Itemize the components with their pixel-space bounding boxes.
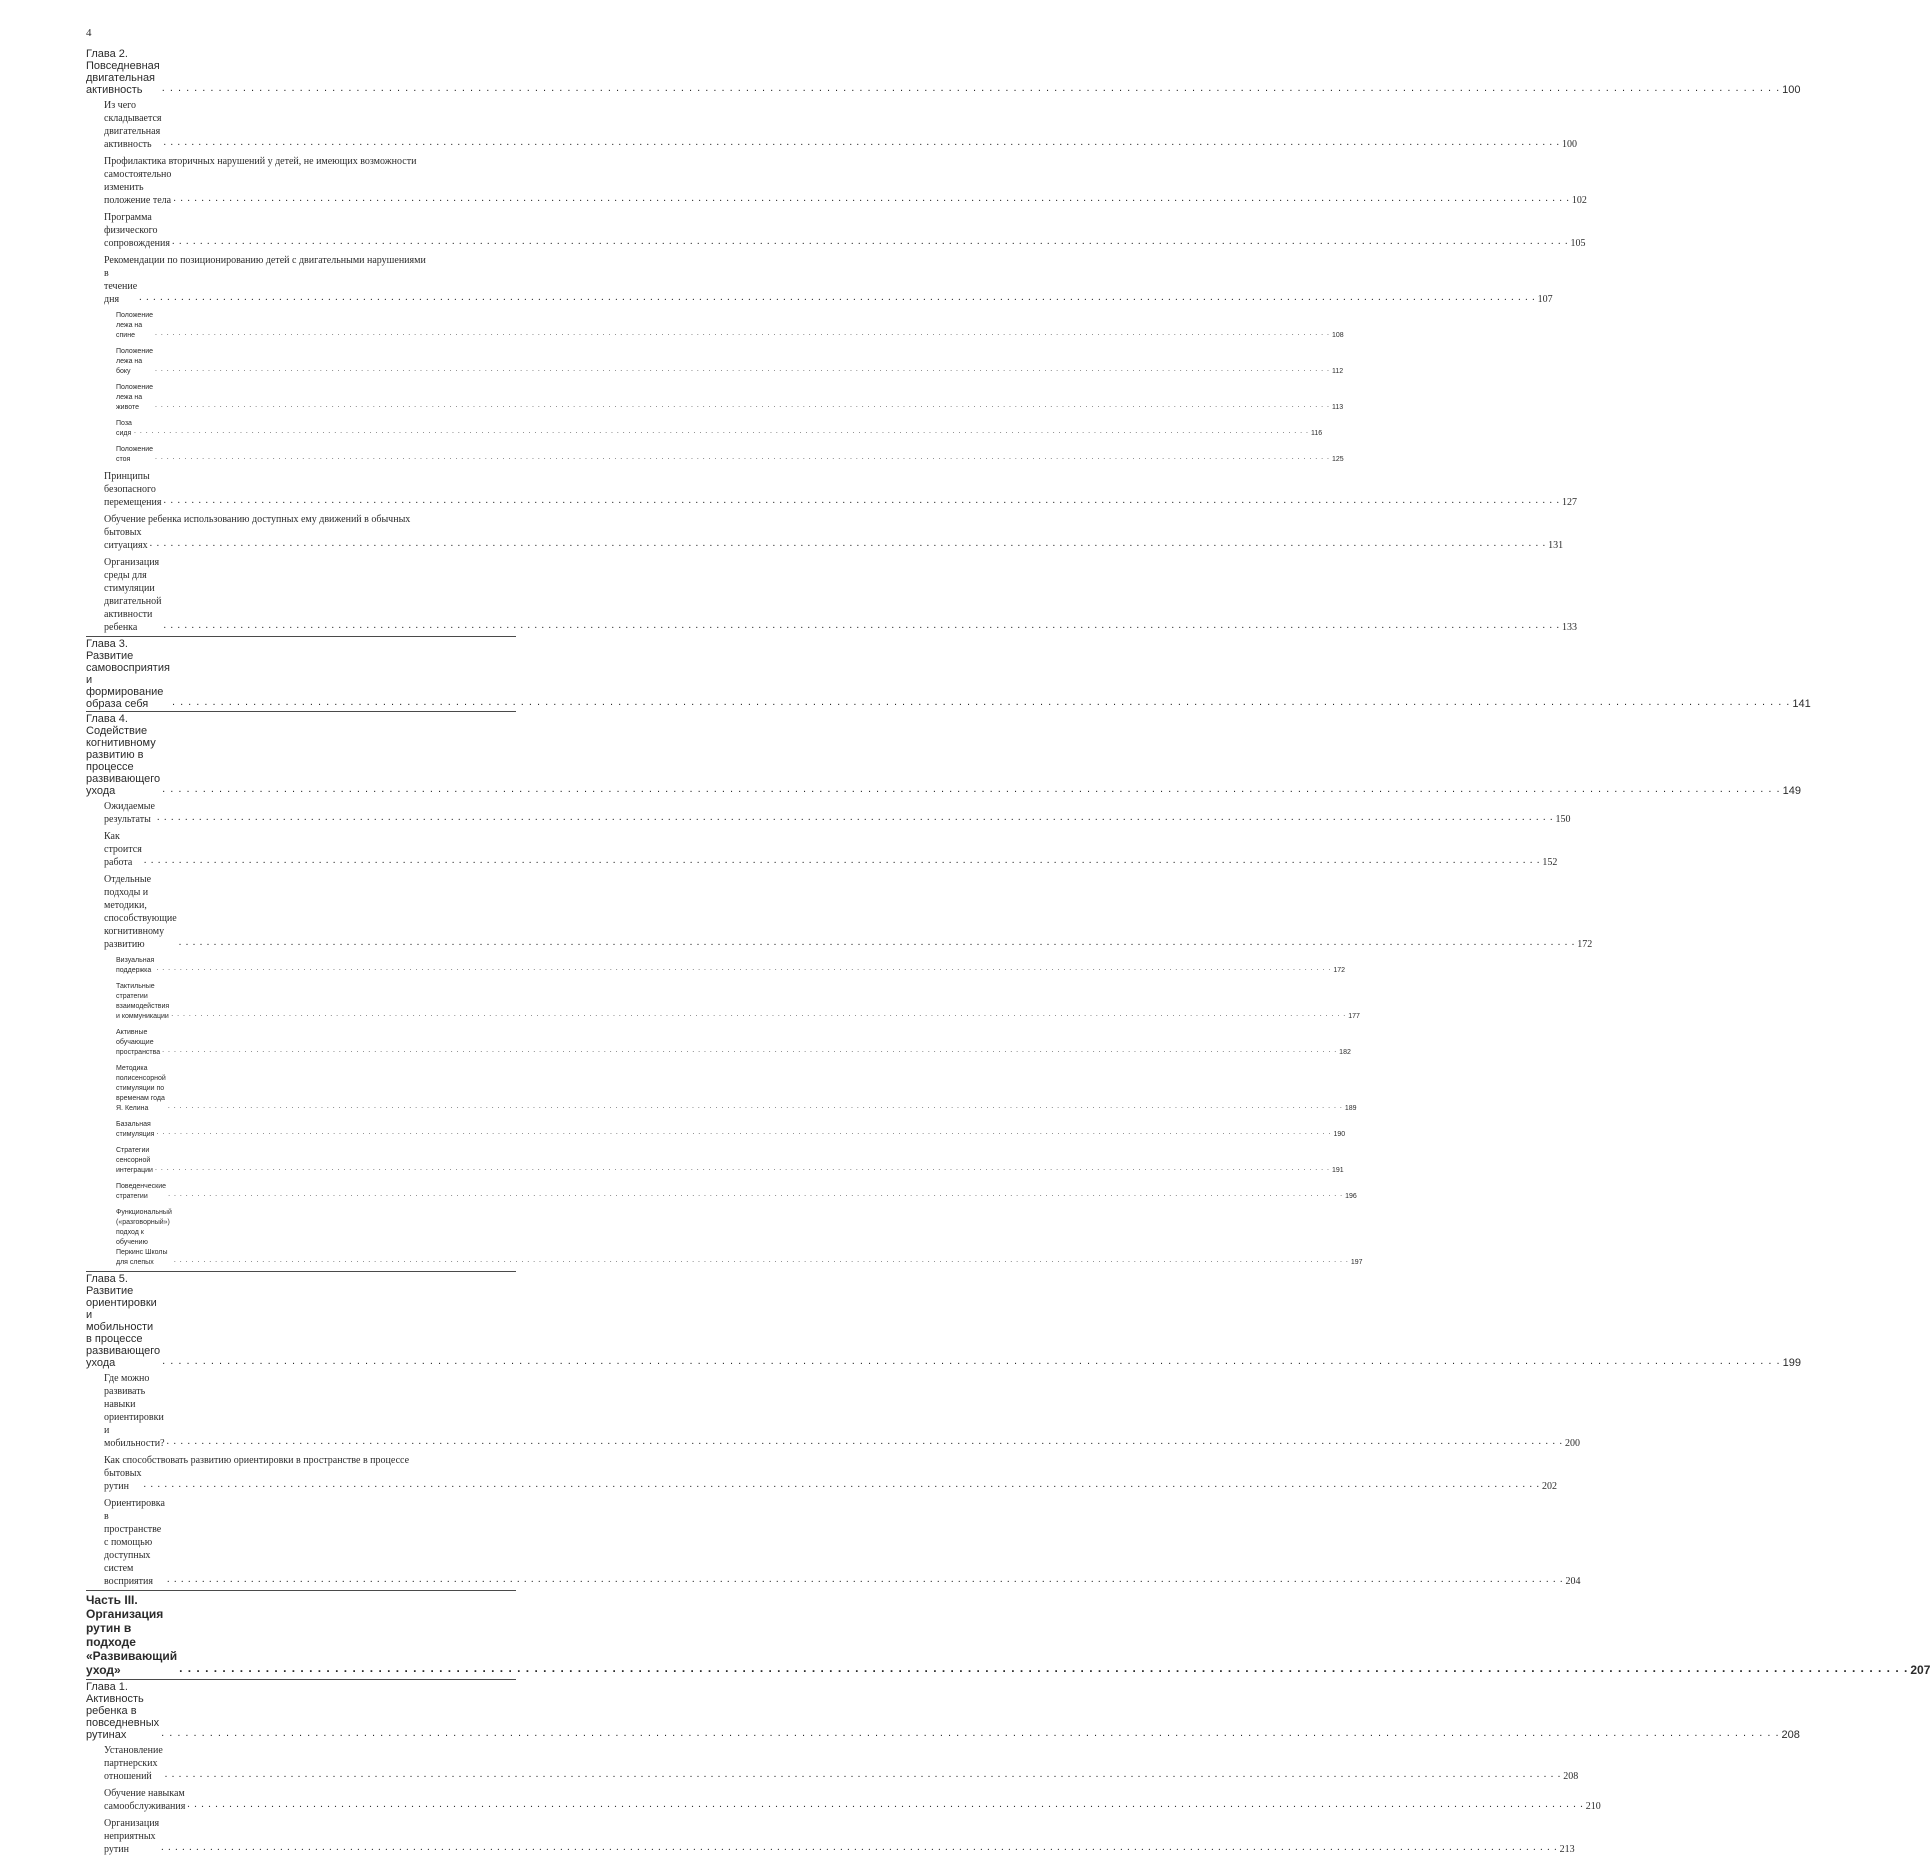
toc-entry-title: Где можно развивать навыки ориентировки и мобильности?: [104, 1373, 165, 1449]
toc-entry-page: 112: [1332, 368, 1344, 375]
toc-entry-title: Ориентировка в пространстве с помощью доступных систем восприятия: [104, 1498, 165, 1587]
dot-leader: . . . . . . . . . . . . . . . . . . . . . . . . . . . . . . . . . . . . . . . . . . . . . . . . . . . . . . . . . . . . . . . . . . . . . . . . . . . . . . . . . . . . . . . . . . . . . . . . . . . . . . . . . . . . . . . . . . . . . . . . . . . . . . . . . . . . . . . . . . . . . . . . . . . . . . . . . . . . . . . . . . . . . . . . . . . . . . . . . . . . . . . . . . . . . . . . . . . . . . . .: [173, 193, 1570, 204]
toc-entry-page: 197: [1350, 1259, 1363, 1266]
dot-leader: . . . . . . . . . . . . . . . . . . . . . . . . . . . . . . . . . . . . . . . . . . . . . . . . . . . . . . . . . . . . . . . . . . . . . . . . . . . . . . . . . . . . . . . . . . . . . . . . . . . . . . . . . . . . . . . . . . . . . . . . . . . . . . . . . . . . . . . . . . . . . . . . . . . . . . . . . . . . . . . . . . . . . . . . . . . . . . . . . . . . . . . . . . . . . . . . . . . . . . . .: [139, 292, 1536, 303]
dot-leader: . . . . . . . . . . . . . . . . . . . . . . . . . . . . . . . . . . . . . . . . . . . . . . . . . . . . . . . . . . . . . . . . . . . . . . . . . . . . . . . . . . . . . . . . . . . . . . . . . . . . . . . . . . . . . . . . . . . . . . . . . . . . . . . . . . . . . . . . . . . . . . . . . . . . . . . . . . . . . . . . . . . . . . . . . . . . . . . . . . . . . . . . . . . . . . . . . . . . . . . .: [187, 1799, 1584, 1810]
dot-leader: . . . . . . . . . . . . . . . . . . . . . . . . . . . . . . . . . . . . . . . . . . . . . . . . . . . . . . . . . . . . . . . . . . . . . . . . . . . . . . . . . . . . . . . . . . . . . . . . . . . . . . . . . . . . . . . . . . . . . . . . . . . . . . . . . . . . . . . . . . . . . . . . . . . . . . . . . . . . . . . . . . . . . . . . . . . . . . . . . . . . . . . . . . . . . . . . . . . . . . . .: [179, 1661, 1909, 1675]
toc-entry-title: Глава 2. Повседневная двигательная активность: [86, 48, 160, 96]
toc-entry[interactable]: [86, 953, 1345, 979]
toc-entry-page: 210: [1585, 1801, 1601, 1812]
toc-entry-page: 172: [1577, 939, 1593, 950]
dot-leader: . . . . . . . . . . . . . . . . . . . . . . . . . . . . . . . . . . . . . . . . . . . . . . . . . . . . . . . . . . . . . . . . . . . . . . . . . . . . . . . . . . . . . . . . . . . . . . . . . . . . . . . . . . . . . . . . . . . . . . . . . . . . . . . . . . . . . . . . . . . . . . . . . . . . . . . . . . . . . . . . . . . . . . . . . . . . . . . . . . . . . . . . . . . . . . . . . . . . . . . .: [163, 495, 1560, 506]
toc-entry-title: Ожидаемые результаты: [104, 801, 155, 825]
toc-entry-title-first-line: Рекомендации по позиционированию детей с двигательными нарушениями: [104, 255, 426, 266]
toc-entry-page: 107: [1537, 294, 1553, 305]
toc-entry[interactable]: [86, 798, 1571, 828]
toc-entry-page: 149: [1782, 785, 1801, 797]
dot-leader: . . . . . . . . . . . . . . . . . . . . . . . . . . . . . . . . . . . . . . . . . . . . . . . . . . . . . . . . . . . . . . . . . . . . . . . . . . . . . . . . . . . . . . . . . . . . . . . . . . . . . . . . . . . . . . . . . . . . . . . . . . . . . . . . . . . . . . . . . . . . . . . . . . . . . . . . . . . . . . . . . . . . . . . . . . . . . . . . . . . . . . . . . . . . . . . . . . . . . . . .: [133, 428, 1309, 435]
toc-entry-title: Организация неприятных рутин: [104, 1818, 160, 1855]
toc-entry-page: 190: [1333, 1131, 1346, 1138]
table-of-contents: [86, 47, 1930, 1858]
dot-leader: . . . . . . . . . . . . . . . . . . . . . . . . . . . . . . . . . . . . . . . . . . . . . . . . . . . . . . . . . . . . . . . . . . . . . . . . . . . . . . . . . . . . . . . . . . . . . . . . . . . . . . . . . . . . . . . . . . . . . . . . . . . . . . . . . . . . . . . . . . . . . . . . . . . . . . . . . . . . . . . . . . . . . . . . . . . . . . . . . . . . . . . . . . . . . . . . . . . . . . . .: [162, 1355, 1781, 1367]
toc-entry-page: 207: [1910, 1663, 1930, 1677]
dot-leader: . . . . . . . . . . . . . . . . . . . . . . . . . . . . . . . . . . . . . . . . . . . . . . . . . . . . . . . . . . . . . . . . . . . . . . . . . . . . . . . . . . . . . . . . . . . . . . . . . . . . . . . . . . . . . . . . . . . . . . . . . . . . . . . . . . . . . . . . . . . . . . . . . . . . . . . . . . . . . . . . . . . . . . . . . . . . . . . . . . . . . . . . . . . . . . . . . . . . . . . .: [149, 538, 1547, 549]
dot-leader: . . . . . . . . . . . . . . . . . . . . . . . . . . . . . . . . . . . . . . . . . . . . . . . . . . . . . . . . . . . . . . . . . . . . . . . . . . . . . . . . . . . . . . . . . . . . . . . . . . . . . . . . . . . . . . . . . . . . . . . . . . . . . . . . . . . . . . . . . . . . . . . . . . . . . . . . . . . . . . . . . . . . . . . . . . . . . . . . . . . . . . . . . . . . . . . . . . . . . . . .: [161, 1727, 1780, 1739]
toc-entry-title: Функциональный («разговорный») подход к обучению Перкинс Школы для слепых: [116, 1209, 172, 1266]
dot-leader: . . . . . . . . . . . . . . . . . . . . . . . . . . . . . . . . . . . . . . . . . . . . . . . . . . . . . . . . . . . . . . . . . . . . . . . . . . . . . . . . . . . . . . . . . . . . . . . . . . . . . . . . . . . . . . . . . . . . . . . . . . . . . . . . . . . . . . . . . . . . . . . . . . . . . . . . . . . . . . . . . . . . . . . . . . . . . . . . . . . . . . . . . . . . . . . . . . . . . . . .: [155, 366, 1330, 373]
toc-entry[interactable]: [86, 308, 1344, 344]
toc-entry-page: 100: [1562, 139, 1578, 150]
dot-leader: . . . . . . . . . . . . . . . . . . . . . . . . . . . . . . . . . . . . . . . . . . . . . . . . . . . . . . . . . . . . . . . . . . . . . . . . . . . . . . . . . . . . . . . . . . . . . . . . . . . . . . . . . . . . . . . . . . . . . . . . . . . . . . . . . . . . . . . . . . . . . . . . . . . . . . . . . . . . . . . . . . . . . . . . . . . . . . . . . . . . . . . . . . . . . . . . . . . . . . . .: [168, 1191, 1344, 1198]
toc-entry-title: Поза сидя: [116, 420, 132, 437]
toc-entry-title: бытовых рутин: [104, 1468, 142, 1492]
toc-entry-title: Организация среды для стимуляции двигательной активности ребенка: [104, 557, 162, 633]
toc-entry[interactable]: [86, 1205, 1363, 1271]
toc-entry-title: Обучение навыкам самообслуживания: [104, 1788, 186, 1812]
toc-entry[interactable]: [86, 1590, 1930, 1679]
toc-entry-title: Поведенческие стратегии: [116, 1183, 167, 1200]
toc-entry-title: Положение лежа на боку: [116, 348, 153, 375]
dot-leader: . . . . . . . . . . . . . . . . . . . . . . . . . . . . . . . . . . . . . . . . . . . . . . . . . . . . . . . . . . . . . . . . . . . . . . . . . . . . . . . . . . . . . . . . . . . . . . . . . . . . . . . . . . . . . . . . . . . . . . . . . . . . . . . . . . . . . . . . . . . . . . . . . . . . . . . . . . . . . . . . . . . . . . . . . . . . . . . . . . . . . . . . . . . . . . . . . . . . . . . .: [155, 330, 1330, 337]
dot-leader: . . . . . . . . . . . . . . . . . . . . . . . . . . . . . . . . . . . . . . . . . . . . . . . . . . . . . . . . . . . . . . . . . . . . . . . . . . . . . . . . . . . . . . . . . . . . . . . . . . . . . . . . . . . . . . . . . . . . . . . . . . . . . . . . . . . . . . . . . . . . . . . . . . . . . . . . . . . . . . . . . . . . . . . . . . . . . . . . . . . . . . . . . . . . . . . . . . . . . . . .: [162, 783, 1781, 795]
toc-entry-page: 150: [1555, 814, 1571, 825]
toc-entry-title: Тактильные стратегии взаимодействия и коммуникации: [116, 983, 170, 1020]
toc-entry-title-first-line: Обучение ребенка использованию доступных ему движений в обычных: [104, 514, 411, 525]
toc-entry[interactable]: [86, 1679, 1800, 1742]
toc-entry-page: 133: [1562, 622, 1577, 633]
toc-entry-title: Визуальная поддержка: [116, 957, 155, 974]
toc-entry-page: 100: [1782, 84, 1801, 96]
dot-leader: . . . . . . . . . . . . . . . . . . . . . . . . . . . . . . . . . . . . . . . . . . . . . . . . . . . . . . . . . . . . . . . . . . . . . . . . . . . . . . . . . . . . . . . . . . . . . . . . . . . . . . . . . . . . . . . . . . . . . . . . . . . . . . . . . . . . . . . . . . . . . . . . . . . . . . . . . . . . . . . . . . . . . . . . . . . . . . . . . . . . . . . . . . . . . . . . . . . . . . . .: [171, 696, 1791, 708]
dot-leader: . . . . . . . . . . . . . . . . . . . . . . . . . . . . . . . . . . . . . . . . . . . . . . . . . . . . . . . . . . . . . . . . . . . . . . . . . . . . . . . . . . . . . . . . . . . . . . . . . . . . . . . . . . . . . . . . . . . . . . . . . . . . . . . . . . . . . . . . . . . . . . . . . . . . . . . . . . . . . . . . . . . . . . . . . . . . . . . . . . . . . . . . . . . . . . . . . . . . . . . .: [155, 402, 1330, 409]
toc-entry[interactable]: [86, 636, 1811, 711]
toc-entry-title: Установление партнерских отношений: [104, 1745, 163, 1782]
dot-leader: . . . . . . . . . . . . . . . . . . . . . . . . . . . . . . . . . . . . . . . . . . . . . . . . . . . . . . . . . . . . . . . . . . . . . . . . . . . . . . . . . . . . . . . . . . . . . . . . . . . . . . . . . . . . . . . . . . . . . . . . . . . . . . . . . . . . . . . . . . . . . . . . . . . . . . . . . . . . . . . . . . . . . . . . . . . . . . . . . . . . . . . . . . . . . . . . . . . . . . . .: [167, 1103, 1343, 1110]
dot-leader: . . . . . . . . . . . . . . . . . . . . . . . . . . . . . . . . . . . . . . . . . . . . . . . . . . . . . . . . . . . . . . . . . . . . . . . . . . . . . . . . . . . . . . . . . . . . . . . . . . . . . . . . . . . . . . . . . . . . . . . . . . . . . . . . . . . . . . . . . . . . . . . . . . . . . . . . . . . . . . . . . . . . . . . . . . . . . . . . . . . . . . . . . . . . . . . . . . . . . . . .: [171, 1011, 1347, 1018]
toc-entry-page: 202: [1542, 1481, 1557, 1492]
dot-leader: . . . . . . . . . . . . . . . . . . . . . . . . . . . . . . . . . . . . . . . . . . . . . . . . . . . . . . . . . . . . . . . . . . . . . . . . . . . . . . . . . . . . . . . . . . . . . . . . . . . . . . . . . . . . . . . . . . . . . . . . . . . . . . . . . . . . . . . . . . . . . . . . . . . . . . . . . . . . . . . . . . . . . . . . . . . . . . . . . . . . . . . . . . . . . . . . . . . . . . . .: [161, 1842, 1558, 1853]
toc-entry[interactable]: [86, 1742, 1579, 1785]
toc-entry[interactable]: [86, 1143, 1344, 1179]
toc-entry[interactable]: [86, 252, 1553, 308]
toc-entry[interactable]: [86, 209, 1586, 252]
toc-entry-title: Стратегии сенсорной интеграции: [116, 1147, 153, 1174]
toc-entry-title: Глава 1. Активность ребенка в повседневных рутинах: [86, 1681, 160, 1741]
dot-leader: . . . . . . . . . . . . . . . . . . . . . . . . . . . . . . . . . . . . . . . . . . . . . . . . . . . . . . . . . . . . . . . . . . . . . . . . . . . . . . . . . . . . . . . . . . . . . . . . . . . . . . . . . . . . . . . . . . . . . . . . . . . . . . . . . . . . . . . . . . . . . . . . . . . . . . . . . . . . . . . . . . . . . . . . . . . . . . . . . . . . . . . . . . . . . . . . . . . . . . . .: [164, 1769, 1562, 1780]
toc-entry-page: 116: [1310, 430, 1323, 437]
toc-entry[interactable]: [86, 1495, 1581, 1590]
toc-entry[interactable]: [86, 1025, 1351, 1061]
toc-entry[interactable]: [86, 416, 1323, 442]
toc-entry-page: 208: [1563, 1771, 1579, 1782]
toc-entry[interactable]: [86, 871, 1593, 953]
toc-entry-title: Глава 5. Развитие ориентировки и мобильности в процессе развивающего ухода: [86, 1273, 161, 1369]
toc-entry-page: 141: [1792, 698, 1811, 710]
dot-leader: . . . . . . . . . . . . . . . . . . . . . . . . . . . . . . . . . . . . . . . . . . . . . . . . . . . . . . . . . . . . . . . . . . . . . . . . . . . . . . . . . . . . . . . . . . . . . . . . . . . . . . . . . . . . . . . . . . . . . . . . . . . . . . . . . . . . . . . . . . . . . . . . . . . . . . . . . . . . . . . . . . . . . . . . . . . . . . . . . . . . . . . . . . . . . . . . . . . . . . . .: [166, 1436, 1564, 1447]
toc-entry-page: 125: [1332, 456, 1344, 463]
toc-entry[interactable]: [86, 344, 1344, 380]
toc-entry-title: Отдельные подходы и методики, способствующие когнитивному развитию: [104, 874, 177, 950]
dot-leader: . . . . . . . . . . . . . . . . . . . . . . . . . . . . . . . . . . . . . . . . . . . . . . . . . . . . . . . . . . . . . . . . . . . . . . . . . . . . . . . . . . . . . . . . . . . . . . . . . . . . . . . . . . . . . . . . . . . . . . . . . . . . . . . . . . . . . . . . . . . . . . . . . . . . . . . . . . . . . . . . . . . . . . . . . . . . . . . . . . . . . . . . . . . . . . . . . . . . . . . .: [178, 937, 1576, 948]
toc-entry-title: Положение стоя: [116, 446, 153, 463]
toc-entry-title: Глава 3. Развитие самовосприятия и формирование образа себя: [86, 638, 170, 710]
toc-entry[interactable]: [86, 1117, 1346, 1143]
toc-entry[interactable]: [86, 97, 1578, 153]
toc-entry-page: 208: [1781, 1729, 1800, 1741]
toc-entry-title: Как строится работа: [104, 831, 142, 868]
toc-entry-title: Положение лежа на животе: [116, 384, 153, 411]
dot-leader: . . . . . . . . . . . . . . . . . . . . . . . . . . . . . . . . . . . . . . . . . . . . . . . . . . . . . . . . . . . . . . . . . . . . . . . . . . . . . . . . . . . . . . . . . . . . . . . . . . . . . . . . . . . . . . . . . . . . . . . . . . . . . . . . . . . . . . . . . . . . . . . . . . . . . . . . . . . . . . . . . . . . . . . . . . . . . . . . . . . . . . . . . . . . . . . . . . . . . . . .: [156, 812, 1554, 823]
toc-entry-title: Из чего складывается двигательная активность: [104, 100, 162, 150]
toc-entry-page: 182: [1339, 1049, 1351, 1056]
toc-entry[interactable]: [86, 153, 1587, 209]
toc-entry[interactable]: [86, 468, 1577, 511]
toc-entry-page: 177: [1348, 1013, 1360, 1020]
dot-leader: . . . . . . . . . . . . . . . . . . . . . . . . . . . . . . . . . . . . . . . . . . . . . . . . . . . . . . . . . . . . . . . . . . . . . . . . . . . . . . . . . . . . . . . . . . . . . . . . . . . . . . . . . . . . . . . . . . . . . . . . . . . . . . . . . . . . . . . . . . . . . . . . . . . . . . . . . . . . . . . . . . . . . . . . . . . . . . . . . . . . . . . . . . . . . . . . . . . . . . . .: [143, 1479, 1540, 1490]
toc-entry-title: в течение дня: [104, 268, 138, 305]
toc-entry-title: Программа физического сопровождения: [104, 212, 170, 249]
toc-entry[interactable]: [86, 554, 1577, 636]
toc-entry-page: 213: [1559, 1844, 1575, 1855]
toc-entry-title: Активные обучающие пространства: [116, 1029, 161, 1056]
page-number: 4: [86, 27, 92, 39]
toc-entry-title: Базальная стимуляция: [116, 1121, 155, 1138]
toc-entry[interactable]: [86, 47, 1801, 97]
toc-entry[interactable]: [86, 1815, 1575, 1858]
dot-leader: . . . . . . . . . . . . . . . . . . . . . . . . . . . . . . . . . . . . . . . . . . . . . . . . . . . . . . . . . . . . . . . . . . . . . . . . . . . . . . . . . . . . . . . . . . . . . . . . . . . . . . . . . . . . . . . . . . . . . . . . . . . . . . . . . . . . . . . . . . . . . . . . . . . . . . . . . . . . . . . . . . . . . . . . . . . . . . . . . . . . . . . . . . . . . . . . . . . . . . . .: [162, 1047, 1338, 1054]
toc-entry[interactable]: [86, 1271, 1801, 1370]
toc-entry-page: 108: [1332, 332, 1344, 339]
toc-entry[interactable]: [86, 711, 1801, 798]
dot-leader: . . . . . . . . . . . . . . . . . . . . . . . . . . . . . . . . . . . . . . . . . . . . . . . . . . . . . . . . . . . . . . . . . . . . . . . . . . . . . . . . . . . . . . . . . . . . . . . . . . . . . . . . . . . . . . . . . . . . . . . . . . . . . . . . . . . . . . . . . . . . . . . . . . . . . . . . . . . . . . . . . . . . . . . . . . . . . . . . . . . . . . . . . . . . . . . . . . . . . . . .: [156, 965, 1332, 972]
toc-entry[interactable]: [86, 1370, 1581, 1452]
toc-entry-page: 199: [1782, 1357, 1801, 1369]
dot-leader: . . . . . . . . . . . . . . . . . . . . . . . . . . . . . . . . . . . . . . . . . . . . . . . . . . . . . . . . . . . . . . . . . . . . . . . . . . . . . . . . . . . . . . . . . . . . . . . . . . . . . . . . . . . . . . . . . . . . . . . . . . . . . . . . . . . . . . . . . . . . . . . . . . . . . . . . . . . . . . . . . . . . . . . . . . . . . . . . . . . . . . . . . . . . . . . . . . . . . . . .: [163, 137, 1561, 148]
toc-entry-title: Принципы безопасного перемещения: [104, 471, 162, 508]
dot-leader: . . . . . . . . . . . . . . . . . . . . . . . . . . . . . . . . . . . . . . . . . . . . . . . . . . . . . . . . . . . . . . . . . . . . . . . . . . . . . . . . . . . . . . . . . . . . . . . . . . . . . . . . . . . . . . . . . . . . . . . . . . . . . . . . . . . . . . . . . . . . . . . . . . . . . . . . . . . . . . . . . . . . . . . . . . . . . . . . . . . . . . . . . . . . . . . . . . . . . . . .: [171, 236, 1569, 247]
toc-entry[interactable]: [86, 1061, 1357, 1117]
dot-leader: . . . . . . . . . . . . . . . . . . . . . . . . . . . . . . . . . . . . . . . . . . . . . . . . . . . . . . . . . . . . . . . . . . . . . . . . . . . . . . . . . . . . . . . . . . . . . . . . . . . . . . . . . . . . . . . . . . . . . . . . . . . . . . . . . . . . . . . . . . . . . . . . . . . . . . . . . . . . . . . . . . . . . . . . . . . . . . . . . . . . . . . . . . . . . . . . . . . . . . . .: [155, 454, 1330, 461]
toc-entry-page: 189: [1344, 1105, 1357, 1112]
toc-entry-page: 196: [1345, 1193, 1357, 1200]
dot-leader: . . . . . . . . . . . . . . . . . . . . . . . . . . . . . . . . . . . . . . . . . . . . . . . . . . . . . . . . . . . . . . . . . . . . . . . . . . . . . . . . . . . . . . . . . . . . . . . . . . . . . . . . . . . . . . . . . . . . . . . . . . . . . . . . . . . . . . . . . . . . . . . . . . . . . . . . . . . . . . . . . . . . . . . . . . . . . . . . . . . . . . . . . . . . . . . . . . . . . . . .: [143, 855, 1541, 866]
toc-entry-page: 172: [1333, 967, 1345, 974]
toc-entry[interactable]: [86, 1785, 1601, 1815]
toc-entry-title: Часть III. Организация рутин в подходе «Развивающий уход»: [86, 1593, 178, 1677]
toc-entry[interactable]: [86, 442, 1344, 468]
dot-leader: . . . . . . . . . . . . . . . . . . . . . . . . . . . . . . . . . . . . . . . . . . . . . . . . . . . . . . . . . . . . . . . . . . . . . . . . . . . . . . . . . . . . . . . . . . . . . . . . . . . . . . . . . . . . . . . . . . . . . . . . . . . . . . . . . . . . . . . . . . . . . . . . . . . . . . . . . . . . . . . . . . . . . . . . . . . . . . . . . . . . . . . . . . . . . . . . . . . . . . . .: [166, 1574, 1564, 1585]
toc-entry-title: самостоятельно изменить положение тела: [104, 169, 172, 206]
toc-entry[interactable]: [86, 979, 1360, 1025]
dot-leader: . . . . . . . . . . . . . . . . . . . . . . . . . . . . . . . . . . . . . . . . . . . . . . . . . . . . . . . . . . . . . . . . . . . . . . . . . . . . . . . . . . . . . . . . . . . . . . . . . . . . . . . . . . . . . . . . . . . . . . . . . . . . . . . . . . . . . . . . . . . . . . . . . . . . . . . . . . . . . . . . . . . . . . . . . . . . . . . . . . . . . . . . . . . . . . . . . . . . . . . .: [163, 620, 1560, 631]
toc-entry-title-first-line: Как способствовать развитию ориентировки в пространстве в процессе: [104, 1455, 410, 1466]
toc-entry-title: Методика полисенсорной стимуляции по временам года Я. Келина: [116, 1065, 166, 1112]
toc-entry-page: 204: [1565, 1576, 1581, 1587]
toc-entry[interactable]: [86, 1452, 1557, 1495]
dot-leader: . . . . . . . . . . . . . . . . . . . . . . . . . . . . . . . . . . . . . . . . . . . . . . . . . . . . . . . . . . . . . . . . . . . . . . . . . . . . . . . . . . . . . . . . . . . . . . . . . . . . . . . . . . . . . . . . . . . . . . . . . . . . . . . . . . . . . . . . . . . . . . . . . . . . . . . . . . . . . . . . . . . . . . . . . . . . . . . . . . . . . . . . . . . . . . . . . . . . . . . .: [161, 82, 1781, 94]
toc-entry-page: 102: [1571, 195, 1587, 206]
toc-entry-page: 152: [1542, 857, 1558, 868]
dot-leader: . . . . . . . . . . . . . . . . . . . . . . . . . . . . . . . . . . . . . . . . . . . . . . . . . . . . . . . . . . . . . . . . . . . . . . . . . . . . . . . . . . . . . . . . . . . . . . . . . . . . . . . . . . . . . . . . . . . . . . . . . . . . . . . . . . . . . . . . . . . . . . . . . . . . . . . . . . . . . . . . . . . . . . . . . . . . . . . . . . . . . . . . . . . . . . . . . . . . . . . .: [173, 1257, 1349, 1264]
toc-entry-title-first-line: Профилактика вторичных нарушений у детей, не имеющих возможности: [104, 156, 417, 167]
toc-entry-title: Положение лежа на спине: [116, 312, 153, 339]
toc-entry[interactable]: [86, 828, 1558, 871]
toc-entry-page: 200: [1565, 1438, 1581, 1449]
dot-leader: . . . . . . . . . . . . . . . . . . . . . . . . . . . . . . . . . . . . . . . . . . . . . . . . . . . . . . . . . . . . . . . . . . . . . . . . . . . . . . . . . . . . . . . . . . . . . . . . . . . . . . . . . . . . . . . . . . . . . . . . . . . . . . . . . . . . . . . . . . . . . . . . . . . . . . . . . . . . . . . . . . . . . . . . . . . . . . . . . . . . . . . . . . . . . . . . . . . . . . . .: [154, 1165, 1330, 1172]
toc-entry-page: 113: [1332, 404, 1344, 411]
toc-entry-title: бытовых ситуациях: [104, 527, 148, 551]
toc-entry-page: 105: [1570, 238, 1586, 249]
dot-leader: . . . . . . . . . . . . . . . . . . . . . . . . . . . . . . . . . . . . . . . . . . . . . . . . . . . . . . . . . . . . . . . . . . . . . . . . . . . . . . . . . . . . . . . . . . . . . . . . . . . . . . . . . . . . . . . . . . . . . . . . . . . . . . . . . . . . . . . . . . . . . . . . . . . . . . . . . . . . . . . . . . . . . . . . . . . . . . . . . . . . . . . . . . . . . . . . . . . . . . . .: [156, 1129, 1332, 1136]
toc-entry[interactable]: [86, 511, 1564, 554]
toc-entry[interactable]: [86, 1179, 1357, 1205]
toc-entry[interactable]: [86, 380, 1344, 416]
toc-entry-page: 191: [1331, 1167, 1344, 1174]
toc-entry-page: 131: [1548, 540, 1564, 551]
toc-entry-page: 127: [1561, 497, 1577, 508]
toc-entry-title: Глава 4. Содействие когнитивному развитию в процессе развивающего ухода: [86, 713, 161, 797]
